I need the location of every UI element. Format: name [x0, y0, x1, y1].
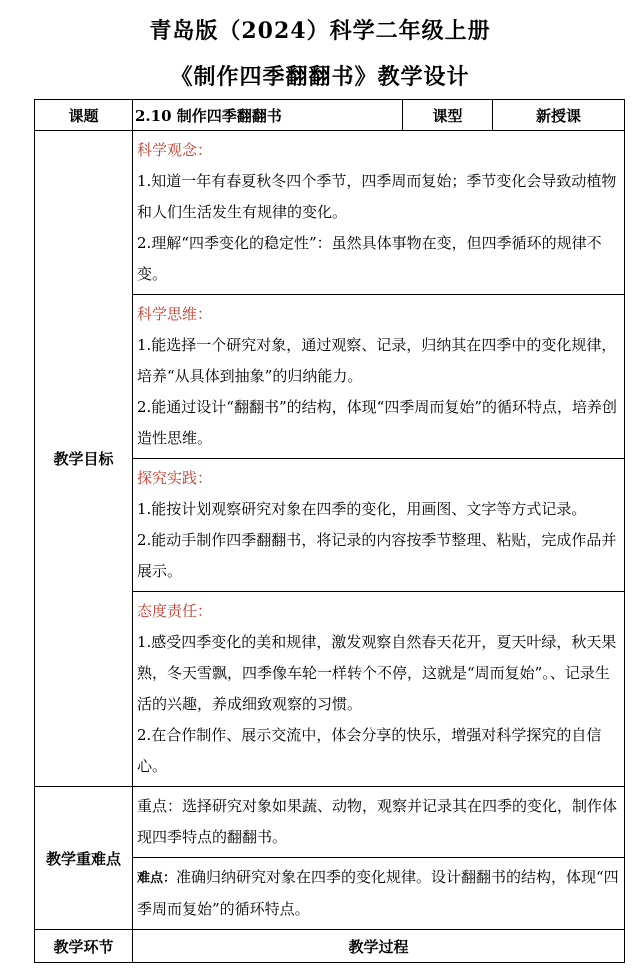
type-value: 新授课 [493, 100, 625, 131]
section-title: 态度责任： [137, 602, 213, 620]
difficult-point-text: 准确归纳研究对象在四季的变化规律。设计翻翻书的结构，体现“四季周而复始”的循环特点。 [137, 868, 619, 918]
objective-section [133, 295, 625, 459]
objective-section [133, 459, 625, 592]
section-item: 1.能选择一个研究对象，通过观察、记录，归纳其在四季中的变化规律，培养“从具体到抽象”的归纳能力。 [137, 336, 617, 385]
section-item: 2.在合作制作、展示交流中，体会分享的快乐，增强对科学探究的自信心。 [137, 726, 602, 775]
section-title: 科学思维： [137, 305, 213, 323]
key-point-row [35, 787, 625, 858]
key-points-label: 教学重难点 [35, 787, 133, 930]
type-label: 课型 [403, 100, 493, 131]
section-item: 2.能通过设计“翻翻书”的结构，体现“四季周而复始”的循环特点，培养创造性思维。 [137, 398, 617, 447]
topic-value: 2.10 制作四季翻翻书 [133, 100, 403, 131]
section-item: 1.知道一年有春夏秋冬四个季节，四季周而复始；季节变化会导致动植物和人们生活发生有规律的变化。 [137, 172, 617, 221]
objective-section [133, 592, 625, 787]
section-item: 1.感受四季变化的美和规律，激发观察自然春天花开，夏天叶绿，秋天果熟，冬天雪飘，四季像车轮一样转个不停，这就是“周而复始”。、记录生活的兴趣，养成细致观察的习惯。 [137, 633, 617, 713]
section-item: 1.能按计划观察研究对象在四季的变化，用画图、文字等方式记录。 [137, 500, 587, 518]
process-label: 教学过程 [133, 930, 625, 963]
lesson-plan-table [34, 99, 625, 963]
objectives-label: 教学目标 [35, 131, 133, 787]
topic-label: 课题 [35, 100, 133, 131]
objective-row-science-concept [35, 131, 625, 295]
difficult-point-cell [133, 858, 625, 930]
info-row [35, 100, 625, 131]
footer-row [35, 930, 625, 963]
difficult-point-label: 难点： [137, 871, 177, 886]
section-item: 2.能动手制作四季翻翻书，将记录的内容按季节整理、粘贴，完成作品并展示。 [137, 531, 617, 580]
key-point-text: 重点：选择研究对象如果蔬、动物，观察并记录其在四季的变化，制作体现四季特点的翻翻书。 [137, 797, 618, 846]
key-point-cell [133, 787, 625, 858]
section-title: 科学观念： [137, 141, 213, 159]
objective-section [133, 131, 625, 295]
stage-label: 教学环节 [35, 930, 133, 963]
section-item: 2.理解“四季变化的稳定性”：虽然具体事物在变，但四季循环的规律不变。 [137, 234, 602, 283]
document-title: 青岛版（2024）科学二年级上册 [149, 18, 491, 44]
document-subtitle: 《制作四季翻翻书》教学设计 [170, 64, 470, 90]
difficult-point-paragraph [137, 862, 620, 925]
section-title: 探究实践： [137, 469, 213, 487]
